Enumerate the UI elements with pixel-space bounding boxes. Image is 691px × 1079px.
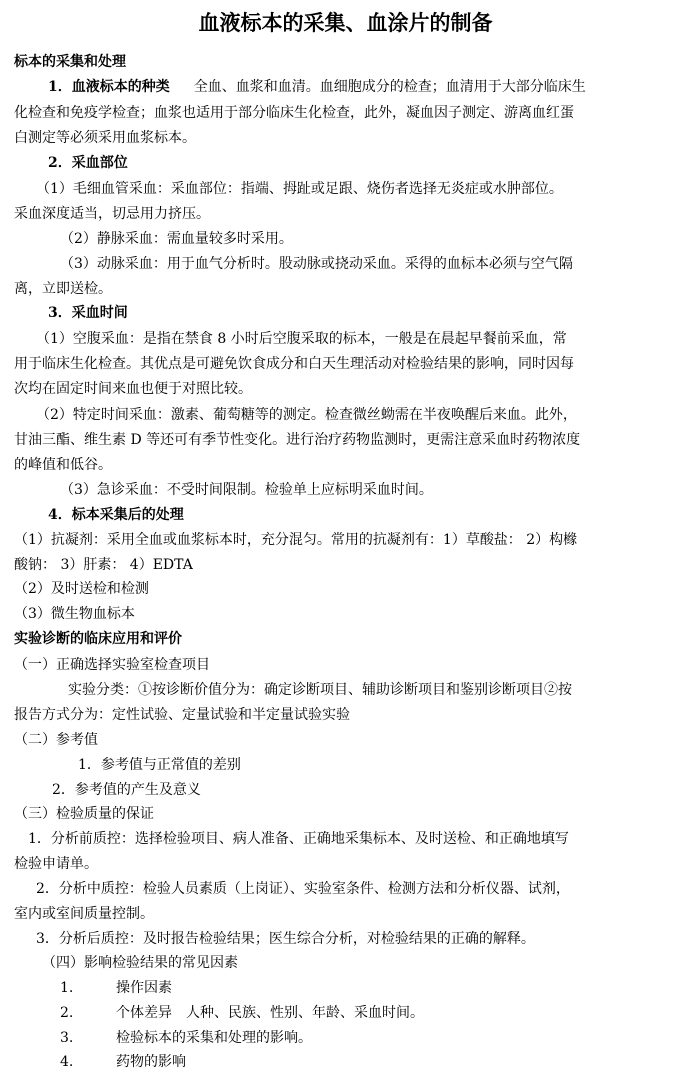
list-number: 4. <box>60 1054 74 1070</box>
subheading-specimen-types: 1．血液标本的种类 <box>48 79 170 95</box>
list-item: 4. 药物的影响 <box>60 1054 186 1070</box>
paragraph-line: （2）及时送检和检测 <box>14 581 149 597</box>
paragraph-line: 的峰值和低谷。 <box>14 457 112 473</box>
subheading-quality-assurance: （三）检验质量的保证 <box>14 806 154 822</box>
section-heading-specimen: 标本的采集和处理 <box>14 54 126 70</box>
paragraph-line: 报告方式分为：定性试验、定量试验和半定量试验实验 <box>14 707 350 723</box>
paragraph-line: 室内或室间质量控制。 <box>14 906 154 922</box>
paragraph-line: 酸钠： 3）肝素： 4）EDTA <box>14 557 193 573</box>
paragraph-line: 实验分类：①按诊断价值分为：确定诊断项目、辅助诊断项目和鉴别诊断项目②按 <box>68 682 572 698</box>
paragraph-line: 采血深度适当，切忌用力挤压。 <box>14 206 210 222</box>
paragraph-line: 次均在固定时间来血也便于对照比较。 <box>14 381 252 397</box>
list-number: 2. <box>60 1005 74 1021</box>
subheading-post-collection: 4．标本采集后的处理 <box>48 507 184 523</box>
paragraph-line: （3）急诊采血：不受时间限制。检验单上应标明采血时间。 <box>60 482 433 498</box>
list-number: 1. <box>60 980 74 996</box>
paragraph-line: 2．分析中质控：检验人员素质（上岗证）、实验室条件、检测方法和分析仪器、试剂， <box>36 881 570 897</box>
subheading-test-selection: （一）正确选择实验室检查项目 <box>14 657 210 673</box>
list-item: 3. 检验标本的采集和处理的影响。 <box>60 1030 312 1046</box>
paragraph-line: （3）微生物血标本 <box>14 606 135 622</box>
list-item: 2．参考值的产生及意义 <box>52 782 201 798</box>
paragraph-line: （1）毛细血管采血：采血部位：指端、拇趾或足跟、烧伤者选择无炎症或水肿部位。 <box>36 181 563 197</box>
paragraph-line: 1．血液标本的种类 全血、血浆和血清。血细胞成分的检查；血清用于大部分临床生 <box>48 79 586 95</box>
paragraph-line: （2）特定时间采血：激素、葡萄糖等的测定。检查微丝蚴需在半夜唤醒后来血。此外， <box>36 407 577 423</box>
paragraph-line: 3．分析后质控：及时报告检验结果；医生综合分析，对检验结果的正确的解释。 <box>36 931 535 947</box>
section-heading-clinical: 实验诊断的临床应用和评价 <box>14 631 182 647</box>
subheading-sampling-site: 2．采血部位 <box>48 155 128 171</box>
subheading-influencing-factors: （四）影响检验结果的常见因素 <box>42 955 238 971</box>
paragraph-line: 用于临床生化检查。其优点是可避免饮食成分和白天生理活动对检验结果的影响，同时因每 <box>14 356 574 372</box>
paragraph-line: （1）空腹采血：是指在禁食 8 小时后空腹采取的标本，一般是在晨起早餐前采血，常 <box>36 331 567 347</box>
paragraph-line: （1）抗凝剂：采用全血或血浆标本时，充分混匀。常用的抗凝剂有：1）草酸盐： 2）构橼 <box>14 532 578 548</box>
list-item: 2. 个体差异 人种、民族、性别、年龄、采血时间。 <box>60 1005 424 1021</box>
list-item: 1. 操作因素 <box>60 980 172 996</box>
paragraph-line: （3）动脉采血：用于血气分析时。股动脉或挠动采血。采得的血标本必须与空气隔 <box>60 256 573 272</box>
page-title: 血液标本的采集、血涂片的制备 <box>198 10 493 35</box>
list-number: 3. <box>60 1030 74 1046</box>
paragraph-line: 甘油三酯、维生素 D 等还可有季节性变化。进行治疗药物监测时，更需注意采血时药物浓度 <box>14 432 581 448</box>
subheading-sampling-time: 3．采血时间 <box>48 305 128 321</box>
paragraph-line: 检验申请单。 <box>14 856 98 872</box>
paragraph-line: 白测定等必须采用血浆标本。 <box>14 130 196 146</box>
paragraph-line: 化检查和免疫学检查；血浆也适用于部分临床生化检查，此外，凝血因子测定、游离血红蛋 <box>14 105 574 121</box>
paragraph-line: 离，立即送检。 <box>14 281 112 297</box>
subheading-reference-values: （二）参考值 <box>14 732 98 748</box>
list-item: 1．参考值与正常值的差别 <box>78 757 241 773</box>
paragraph-line: （2）静脉采血：需血量较多时采用。 <box>60 231 293 247</box>
paragraph-line: 1．分析前质控：选择检验项目、病人准备、正确地采集标本、及时送检、和正确地填写 <box>28 831 569 847</box>
